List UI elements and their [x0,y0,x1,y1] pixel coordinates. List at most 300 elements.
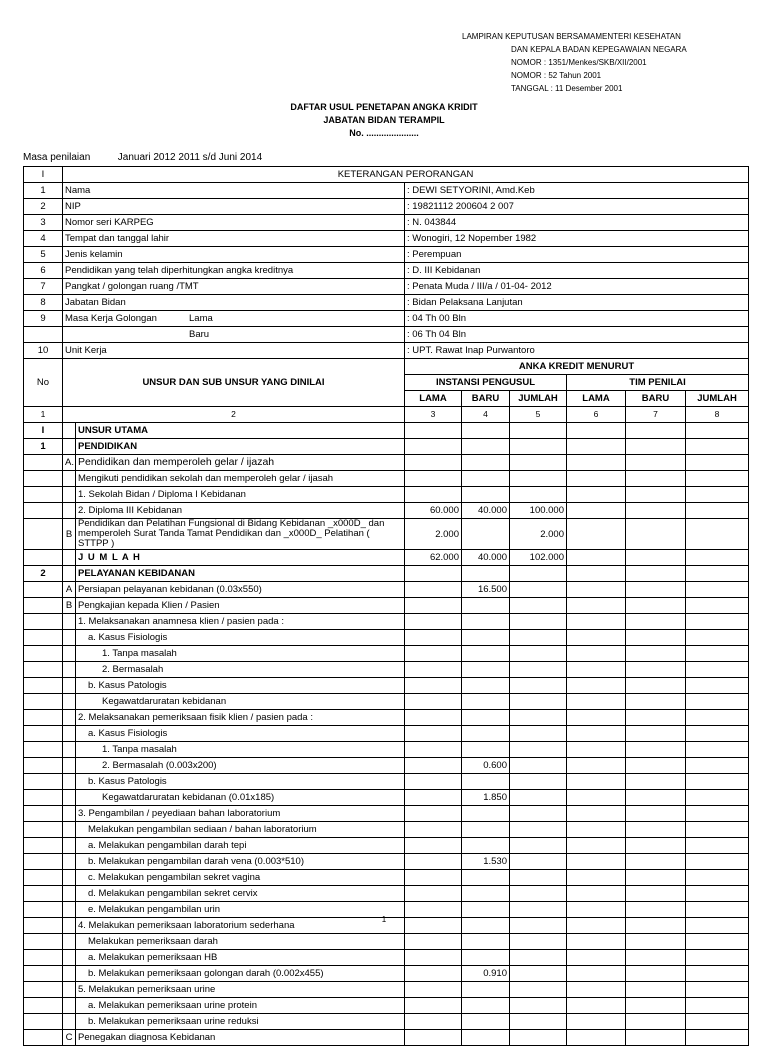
title-line-1: DAFTAR USUL PENETAPAN ANGKA KRIDIT [290,102,478,112]
assessor-old [567,934,626,950]
value-new [462,455,510,471]
value-total [510,646,567,662]
assessor-total [686,1030,749,1046]
personal-info-row [24,279,749,295]
row-number [24,742,63,758]
value-total [510,822,567,838]
row-number: 2 [24,199,63,215]
value-old: 62.000 [405,550,462,566]
value-total [510,742,567,758]
column-number-row [24,407,749,423]
value-total [510,471,567,487]
row-description: a. Melakukan pemeriksaan urine protein [76,998,405,1014]
row-number [24,1014,63,1030]
value-new [462,726,510,742]
row-number [24,950,63,966]
section-header-row [24,167,749,183]
row-number [24,646,63,662]
assessor-old [567,662,626,678]
info-label: Pendidikan yang telah diperhitungkan angka kreditnya [63,263,405,279]
value-total [510,886,567,902]
personal-info-row [24,263,749,279]
assessor-new [626,678,686,694]
assessor-new [626,806,686,822]
assessor-new [626,966,686,982]
row-sub-letter [63,487,76,503]
credit-row [24,998,749,1014]
header-jumlah: JUMLAH [686,391,749,407]
value-total [510,982,567,998]
row-number: 1 [24,439,63,455]
assessor-total [686,662,749,678]
credit-row [24,439,749,455]
info-label: Nama [63,183,405,199]
personal-info-row [24,231,749,247]
info-label: Nomor seri KARPEG [63,215,405,231]
credit-row [24,870,749,886]
value-new [462,838,510,854]
assessor-new [626,854,686,870]
row-description: Penegakan diagnosa Kebidanan [76,1030,405,1046]
value-total: 100.000 [510,503,567,519]
row-sub-letter [63,566,76,582]
credit-row [24,790,749,806]
value-new [462,598,510,614]
work-period-new-label-text: Baru [189,329,210,340]
value-total [510,934,567,950]
credit-row [24,503,749,519]
assessor-new [626,646,686,662]
value-new: 1.530 [462,854,510,870]
info-value: : N. 043844 [405,215,749,231]
credit-table [23,166,749,1046]
row-number [24,678,63,694]
value-new [462,614,510,630]
row-description: PELAYANAN KEBIDANAN [76,566,405,582]
row-description: 1. Tanpa masalah [76,742,405,758]
row-description: J U M L A H [76,550,405,566]
assessor-total [686,870,749,886]
value-new [462,646,510,662]
row-sub-letter [63,710,76,726]
value-total [510,966,567,982]
credit-row [24,742,749,758]
credit-row [24,614,749,630]
assessor-new [626,934,686,950]
assessor-new [626,790,686,806]
personal-info-row [24,247,749,263]
assessor-total [686,614,749,630]
row-description: b. Kasus Patologis [76,774,405,790]
assessor-old [567,598,626,614]
row-sub-letter [63,614,76,630]
value-new [462,1014,510,1030]
credit-row [24,662,749,678]
row-description: Mengikuti pendidikan sekolah dan memperoleh gelar / ijasah [76,471,405,487]
assessor-old [567,678,626,694]
credit-row [24,455,749,471]
value-total [510,726,567,742]
assessment-period [23,152,262,163]
assessor-new [626,630,686,646]
value-old [405,614,462,630]
row-sub-letter [63,870,76,886]
assessor-old [567,790,626,806]
value-new [462,870,510,886]
value-new [462,694,510,710]
row-sub-letter [63,758,76,774]
assessor-old [567,982,626,998]
credit-row [24,694,749,710]
value-old [405,487,462,503]
assessor-new [626,886,686,902]
row-number: 1 [24,183,63,199]
title-line-2: JABATAN BIDAN TERAMPIL [323,115,445,125]
credit-row [24,966,749,982]
value-new [462,1030,510,1046]
header-instansi: INSTANSI PENGUSUL [405,375,567,391]
personal-info-row [24,295,749,311]
row-sub-letter [63,662,76,678]
row-number [24,519,63,550]
row-sub-letter [63,471,76,487]
row-sub-letter: A. [63,455,76,471]
row-number [24,758,63,774]
value-old [405,630,462,646]
credit-row [24,487,749,503]
assessor-old [567,646,626,662]
credit-row [24,550,749,566]
header-unsur: UNSUR DAN SUB UNSUR YANG DINILAI [63,359,405,407]
row-description: Kegawatdaruratan kebidanan [76,694,405,710]
credit-row [24,726,749,742]
row-number [24,886,63,902]
value-old [405,854,462,870]
value-total [510,439,567,455]
assessor-new [626,758,686,774]
credit-row [24,934,749,950]
value-new [462,566,510,582]
value-old [405,566,462,582]
assessor-new [626,822,686,838]
assessor-total [686,966,749,982]
value-new [462,886,510,902]
row-description: PENDIDIKAN [76,439,405,455]
assessor-old [567,1030,626,1046]
assessor-old [567,614,626,630]
info-value: : UPT. Rawat Inap Purwantoro [405,343,749,359]
assessor-total [686,742,749,758]
assessor-old [567,726,626,742]
credit-row [24,822,749,838]
assessor-new [626,487,686,503]
value-total: 102.000 [510,550,567,566]
assessor-old [567,806,626,822]
credit-row [24,598,749,614]
assessor-total [686,582,749,598]
info-label: Tempat dan tanggal lahir [63,231,405,247]
value-old [405,806,462,822]
credit-row [24,774,749,790]
row-sub-letter [63,806,76,822]
row-description: a. Melakukan pemeriksaan HB [76,950,405,966]
credit-row [24,886,749,902]
value-new [462,487,510,503]
value-old [405,439,462,455]
row-description: 2. Bermasalah [76,662,405,678]
assessor-new [626,455,686,471]
assessor-total [686,519,749,550]
assessor-old [567,774,626,790]
row-sub-letter [63,998,76,1014]
title-line-3: No. ..................... [349,128,419,138]
work-period-title: Masa Kerja Golongan [65,313,157,324]
value-new: 1.850 [462,790,510,806]
row-sub-letter [63,838,76,854]
assessor-old [567,966,626,982]
assessor-old [567,550,626,566]
value-old [405,822,462,838]
value-new [462,423,510,439]
row-sub-letter [63,439,76,455]
row-description: b. Melakukan pengambilan darah vena (0.003*510) [76,854,405,870]
row-number: 10 [24,343,63,359]
credit-row [24,678,749,694]
row-sub-letter: B [63,598,76,614]
assessor-new [626,838,686,854]
assessor-total [686,423,749,439]
row-description: a. Melakukan pengambilan darah tepi [76,838,405,854]
row-sub-letter [63,982,76,998]
value-total [510,998,567,1014]
row-sub-letter [63,1014,76,1030]
row-description: b. Melakukan pemeriksaan urine reduksi [76,1014,405,1030]
row-description: 2. Melaksanakan pemeriksaan fisik klien / pasien pada : [76,710,405,726]
credit-row [24,1030,749,1046]
row-sub-letter [63,774,76,790]
row-number [24,710,63,726]
assessor-new [626,726,686,742]
credit-row [24,582,749,598]
value-old [405,662,462,678]
row-description: d. Melakukan pengambilan sekret cervix [76,886,405,902]
value-new [462,439,510,455]
row-number [24,598,63,614]
row-description: 3. Pengambilan / peyediaan bahan laboratorium [76,806,405,822]
value-new [462,822,510,838]
value-old [405,423,462,439]
value-new [462,710,510,726]
credit-row [24,471,749,487]
credit-row [24,646,749,662]
assessor-old [567,710,626,726]
personal-info-row [24,199,749,215]
value-total [510,774,567,790]
credit-row [24,838,749,854]
assessor-total [686,455,749,471]
assessor-total [686,471,749,487]
row-number [24,503,63,519]
row-sub-letter [63,966,76,982]
value-old [405,758,462,774]
row-number [24,630,63,646]
value-new [462,519,510,550]
row-number [24,487,63,503]
value-old: 60.000 [405,503,462,519]
row-description: 1. Sekolah Bidan / Diploma I Kebidanan [76,487,405,503]
credit-row [24,950,749,966]
value-new [462,950,510,966]
header-baru: BARU [626,391,686,407]
value-new [462,934,510,950]
assessor-total [686,1014,749,1030]
row-number [24,838,63,854]
assessor-total [686,790,749,806]
assessor-old [567,950,626,966]
assessor-old [567,423,626,439]
value-total [510,838,567,854]
ref-line-2: DAN KEPALA BADAN KEPEGAWAIAN NEGARA [511,45,687,54]
value-total [510,758,567,774]
row-description: b. Melakukan pemeriksaan golongan darah (0.002x455) [76,966,405,982]
row-description: Kegawatdaruratan kebidanan (0.01x185) [76,790,405,806]
assessor-old [567,487,626,503]
row-description: c. Melakukan pengambilan sekret vagina [76,870,405,886]
assessor-new [626,694,686,710]
row-number [24,982,63,998]
row-sub-letter [63,678,76,694]
row-number: I [24,423,63,439]
credit-row [24,758,749,774]
work-period-label [63,311,405,327]
value-old [405,742,462,758]
assessor-new [626,662,686,678]
assessor-old [567,630,626,646]
info-label: Unit Kerja [63,343,405,359]
row-sub-letter [63,886,76,902]
row-sub-letter: C [63,1030,76,1046]
assessor-total [686,806,749,822]
assessor-total [686,934,749,950]
decree-reference [462,30,687,95]
assessor-old [567,566,626,582]
row-number [24,327,63,343]
value-old [405,982,462,998]
value-old [405,838,462,854]
value-total [510,455,567,471]
row-sub-letter [63,694,76,710]
header-no: No [24,359,63,407]
value-new: 16.500 [462,582,510,598]
assessor-old [567,582,626,598]
assessor-old [567,854,626,870]
row-description: e. Melakukan pengambilan urin [76,902,405,918]
value-old [405,598,462,614]
row-description: Pendidikan dan Pelatihan Fungsional di Bidang Kebidanan _x000D_ dan memperoleh Surat Tanda Tamat Pendidikan dan _x000D_ Pelatihan ( STTPP ) [76,519,405,550]
assessor-total [686,646,749,662]
row-number [24,694,63,710]
credit-row [24,982,749,998]
header-anka: ANKA KREDIT MENURUT [405,359,749,375]
value-old [405,934,462,950]
row-sub-letter [63,822,76,838]
row-number: 3 [24,215,63,231]
assessor-new [626,1030,686,1046]
assessor-old [567,1014,626,1030]
column-number: 6 [567,407,626,423]
info-value: : Perempuan [405,247,749,263]
work-period-new-value: : 06 Th 04 Bln [405,327,749,343]
assessor-old [567,998,626,1014]
value-old [405,950,462,966]
assessor-old [567,439,626,455]
info-value: : Bidan Pelaksana Lanjutan [405,295,749,311]
value-new [462,662,510,678]
assessor-total [686,598,749,614]
assessor-old [567,455,626,471]
assessor-old [567,886,626,902]
value-total: 2.000 [510,519,567,550]
period-label: Masa penilaian [23,152,91,163]
row-sub-letter [63,423,76,439]
row-number [24,726,63,742]
value-old [405,1030,462,1046]
assessor-total [686,487,749,503]
row-number [24,614,63,630]
personal-info-row [24,215,749,231]
ref-line-4: NOMOR : 52 Tahun 2001 [511,71,602,80]
assessor-total [686,998,749,1014]
value-total [510,630,567,646]
value-total [510,598,567,614]
row-description: 2. Bermasalah (0.003x200) [76,758,405,774]
row-number: 9 [24,311,63,327]
value-total [510,870,567,886]
assessor-total [686,838,749,854]
assessor-old [567,822,626,838]
assessor-total [686,886,749,902]
credit-row [24,519,749,550]
row-description: Melakukan pemeriksaan darah [76,934,405,950]
value-new [462,742,510,758]
row-number: 2 [24,566,63,582]
value-new: 0.910 [462,966,510,982]
assessor-total [686,982,749,998]
ref-line-3: NOMOR : 1351/Menkes/SKB/XII/2001 [511,58,647,67]
row-number: 4 [24,231,63,247]
row-number: 8 [24,295,63,311]
row-description: a. Kasus Fisiologis [76,630,405,646]
assessor-new [626,774,686,790]
column-number: 1 [24,407,63,423]
assessor-total [686,822,749,838]
value-new: 40.000 [462,550,510,566]
section-number: I [24,167,63,183]
row-description: 1. Tanpa masalah [76,646,405,662]
row-description: Pengkajian kepada Klien / Pasien [76,598,405,614]
value-old: 2.000 [405,519,462,550]
credit-row [24,566,749,582]
header-lama: LAMA [405,391,462,407]
assessor-total [686,550,749,566]
value-old [405,582,462,598]
column-number: 5 [510,407,567,423]
row-sub-letter [63,503,76,519]
row-description: 4. Melakukan pemeriksaan laboratorium sederhana [76,918,405,934]
row-description: Persiapan pelayanan kebidanan (0.03x550) [76,582,405,598]
info-value: : DEWI SETYORINI, Amd.Keb [405,183,749,199]
header-baru: BARU [462,391,510,407]
